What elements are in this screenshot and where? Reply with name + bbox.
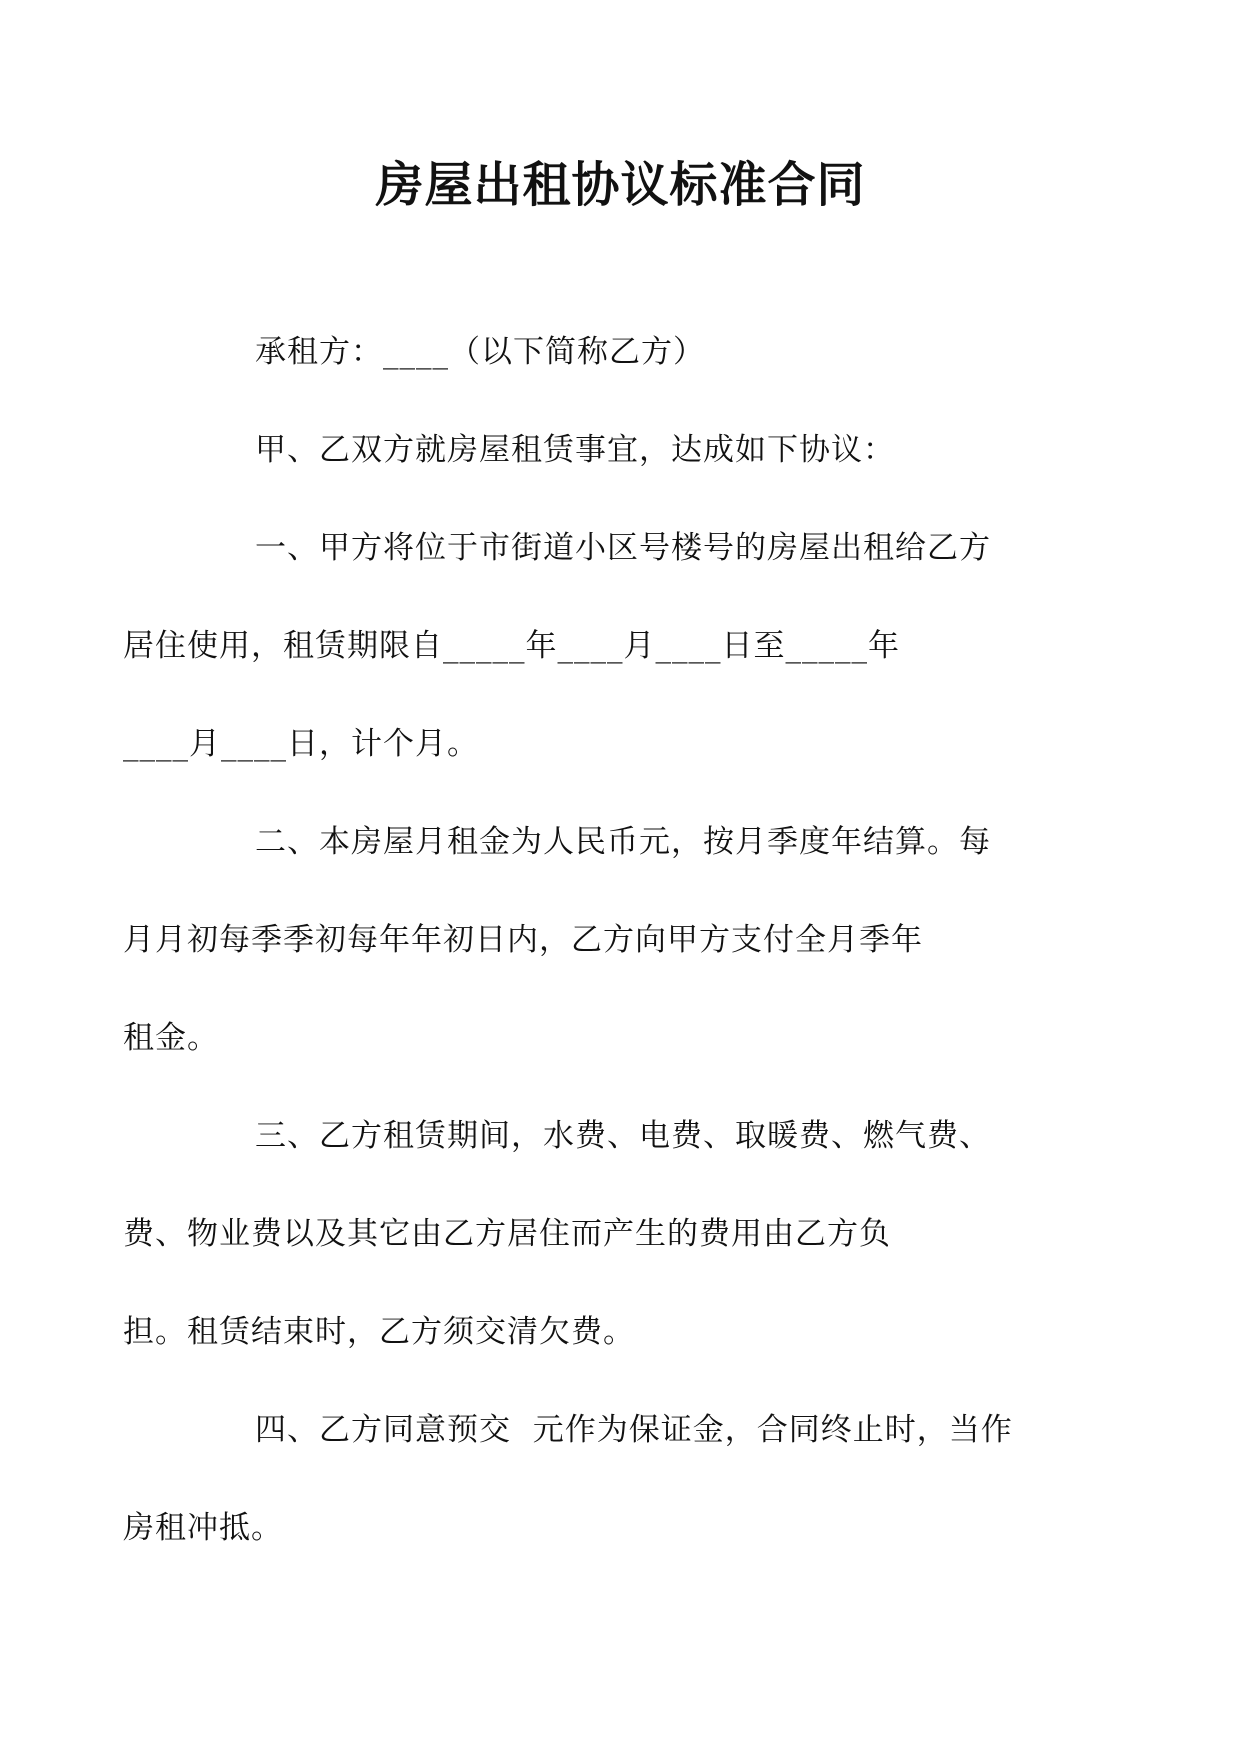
paragraph-line: 一、甲方将位于市街道小区号楼号的房屋出租给乙方 xyxy=(255,530,991,566)
paragraph-line: 三、乙方租赁期间，水费、电费、取暖费、燃气费、 xyxy=(255,1118,991,1154)
paragraph-line: 承租方：____（以下简称乙方） xyxy=(255,334,705,370)
paragraph-line: 四、乙方同意预交 元作为保证金，合同终止时，当作 xyxy=(255,1412,1013,1448)
paragraph-line: 担。租赁结束时，乙方须交清欠费。 xyxy=(123,1314,635,1350)
document-body xyxy=(123,303,1049,1577)
paragraph-clause-4 xyxy=(123,1381,1049,1577)
paragraph-line: 月月初每季季初每年年初日内，乙方向甲方支付全月季年 xyxy=(123,922,923,958)
paragraph-clause-2 xyxy=(123,793,1049,1087)
paragraph-clause-1 xyxy=(123,499,1049,793)
paragraph-clause-3 xyxy=(123,1087,1049,1381)
paragraph-agreement-intro xyxy=(189,401,1049,499)
paragraph-line: ____月____日，计个月。 xyxy=(123,726,479,762)
document-title: 房屋出租协议标准合同 xyxy=(375,157,866,213)
paragraph-line: 二、本房屋月租金为人民币元，按月季度年结算。每 xyxy=(255,824,991,860)
paragraph-line: 房租冲抵。 xyxy=(123,1510,283,1546)
paragraph-line: 费、物业费以及其它由乙方居住而产生的费用由乙方负 xyxy=(123,1216,891,1252)
paragraph-line: 甲、乙双方就房屋租赁事宜，达成如下协议： xyxy=(255,432,895,468)
paragraph-line: 居住使用，租赁期限自_____年____月____日至_____年 xyxy=(123,628,900,664)
paragraph-lessee xyxy=(189,303,1049,401)
paragraph-line: 租金。 xyxy=(123,1020,219,1056)
